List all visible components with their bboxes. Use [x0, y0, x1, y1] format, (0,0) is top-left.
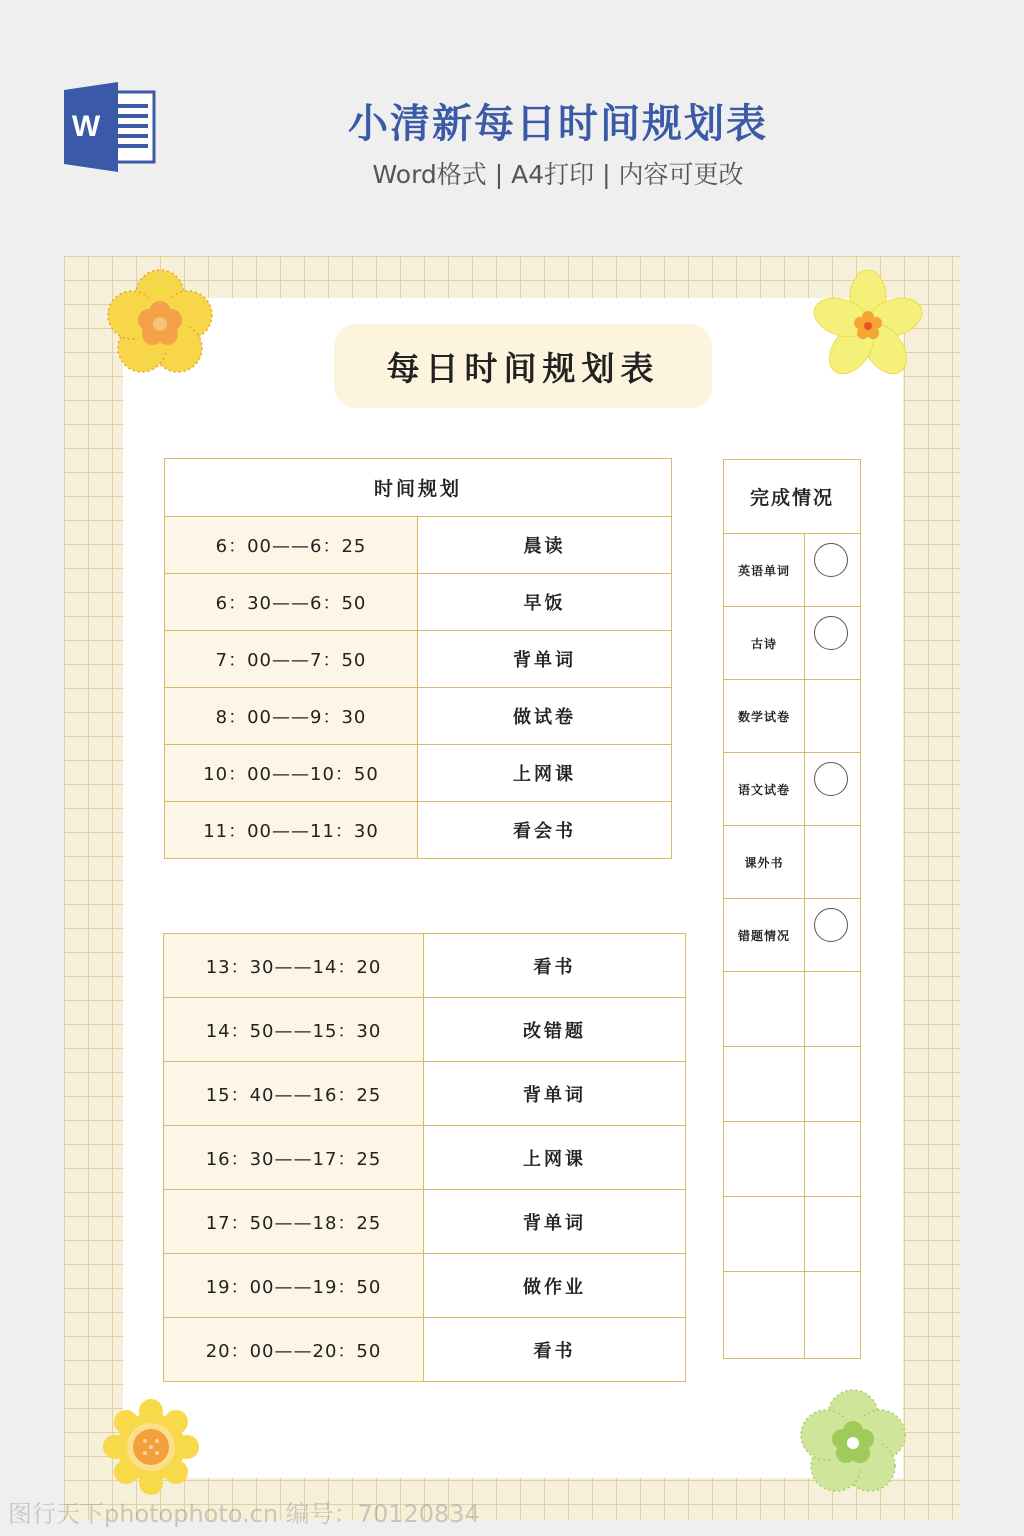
blank-cell[interactable] [805, 972, 861, 1047]
task-label: 数学试卷 [724, 680, 805, 753]
table-row [165, 517, 672, 574]
check-cell[interactable] [805, 753, 861, 826]
activity-cell: 看会书 [418, 802, 672, 859]
page-title: 小清新每日时间规划表 [348, 101, 768, 147]
time-cell: 15：40——16：25 [164, 1062, 424, 1126]
task-label: 英语单词 [724, 534, 805, 607]
table-row [724, 607, 861, 680]
activity-cell: 背单词 [418, 631, 672, 688]
check-circle-icon[interactable] [814, 762, 848, 796]
check-circle-icon[interactable] [814, 543, 848, 577]
morning-schedule-table [164, 458, 672, 859]
time-cell: 6：30——6：50 [165, 574, 418, 631]
check-circle-icon[interactable] [814, 908, 848, 942]
time-cell: 6：00——6：25 [165, 517, 418, 574]
check-cell[interactable] [805, 826, 861, 899]
activity-cell: 做作业 [424, 1254, 686, 1318]
table-row [165, 631, 672, 688]
flower-green-icon [796, 1386, 910, 1500]
activity-cell: 看书 [424, 1318, 686, 1382]
blank-cell[interactable] [724, 1047, 805, 1122]
completion-table [723, 459, 861, 1359]
word-icon [64, 82, 158, 172]
table-row [724, 680, 861, 753]
blank-cell[interactable] [724, 972, 805, 1047]
time-cell: 13：30——14：20 [164, 934, 424, 998]
table-row [724, 1272, 861, 1359]
task-label: 语文试卷 [724, 753, 805, 826]
time-cell: 17：50——18：25 [164, 1190, 424, 1254]
flower-lemon-icon [812, 270, 924, 382]
blank-cell[interactable] [805, 1047, 861, 1122]
time-cell: 10：00——10：50 [165, 745, 418, 802]
activity-cell: 背单词 [424, 1190, 686, 1254]
table-row [164, 934, 686, 998]
table-row [724, 972, 861, 1047]
table-row [164, 998, 686, 1062]
table-row [724, 1197, 861, 1272]
blank-cell[interactable] [724, 1122, 805, 1197]
table-row [724, 1047, 861, 1122]
table-row [165, 745, 672, 802]
activity-cell: 看书 [424, 934, 686, 998]
table-row [165, 688, 672, 745]
time-cell: 16：30——17：25 [164, 1126, 424, 1190]
task-label: 错题情况 [724, 899, 805, 972]
activity-cell: 背单词 [424, 1062, 686, 1126]
document-title: 每日时间规划表 [334, 324, 712, 408]
flower-yellow-icon [102, 266, 218, 382]
check-circle-icon[interactable] [814, 616, 848, 650]
time-cell: 8：00——9：30 [165, 688, 418, 745]
time-cell: 11：00——11：30 [165, 802, 418, 859]
task-label: 古诗 [724, 607, 805, 680]
flower-sunflower-icon [102, 1398, 200, 1496]
table-row [164, 1318, 686, 1382]
task-label: 课外书 [724, 826, 805, 899]
check-cell[interactable] [805, 534, 861, 607]
page-subtitle: Word格式 | A4打印 | 内容可更改 [372, 160, 744, 189]
table-row [724, 534, 861, 607]
table-row [165, 802, 672, 859]
table-row [724, 753, 861, 826]
check-cell[interactable] [805, 680, 861, 753]
blank-cell[interactable] [724, 1197, 805, 1272]
table-row [164, 1190, 686, 1254]
table-row [164, 1062, 686, 1126]
time-cell: 20：00——20：50 [164, 1318, 424, 1382]
activity-cell: 早饭 [418, 574, 672, 631]
activity-cell: 上网课 [424, 1126, 686, 1190]
blank-cell[interactable] [805, 1122, 861, 1197]
blank-cell[interactable] [724, 1272, 805, 1359]
check-cell[interactable] [805, 899, 861, 972]
activity-cell: 做试卷 [418, 688, 672, 745]
blank-cell[interactable] [805, 1272, 861, 1359]
completion-header: 完成情况 [724, 460, 861, 534]
blank-cell[interactable] [805, 1197, 861, 1272]
activity-cell: 改错题 [424, 998, 686, 1062]
afternoon-schedule-table [163, 933, 686, 1382]
time-cell: 7：00——7：50 [165, 631, 418, 688]
table-row [165, 574, 672, 631]
svg-text:W: W [71, 110, 101, 143]
table-row [164, 1254, 686, 1318]
table-row [164, 1126, 686, 1190]
time-cell: 19：00——19：50 [164, 1254, 424, 1318]
check-cell[interactable] [805, 607, 861, 680]
table-row [724, 1122, 861, 1197]
table-row [724, 826, 861, 899]
schedule-header: 时间规划 [165, 459, 672, 517]
table-row [724, 899, 861, 972]
time-cell: 14：50——15：30 [164, 998, 424, 1062]
activity-cell: 上网课 [418, 745, 672, 802]
watermark: 图行天下photophoto.cn 编号：70120834 [8, 1500, 480, 1528]
activity-cell: 晨读 [418, 517, 672, 574]
